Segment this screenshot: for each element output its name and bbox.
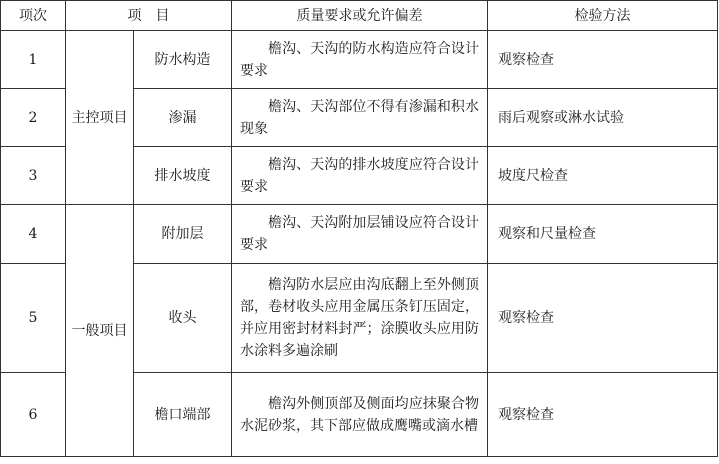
row-requirement-text: 檐沟、天沟部位不得有渗漏和积水现象: [240, 98, 479, 137]
row-method: 坡度尺检查: [488, 147, 718, 205]
row-requirement: [232, 147, 488, 205]
row-requirement: [232, 89, 488, 147]
row-method: 观察检查: [488, 31, 718, 89]
row-number: 2: [1, 89, 66, 147]
row-method: 雨后观察或淋水试验: [488, 89, 718, 147]
row-number: 5: [1, 264, 66, 373]
header-item-label: 项 目: [127, 7, 170, 24]
header-requirement: 质量要求或允许偏差: [232, 1, 488, 31]
row-requirement-text: 檐沟、天沟的排水坡度应符合设计要求: [240, 156, 479, 195]
row-requirement-text: 檐沟防水层应由沟底翻上至外侧顶部，卷材收头应用金属压条钉压固定，并应用密封材料封严；涂膜收头应用防水涂料多遍涂刷: [240, 277, 479, 359]
group-main-control: 主控项目: [66, 31, 134, 205]
row-requirement: [232, 31, 488, 89]
row-requirement: [232, 205, 488, 264]
row-requirement-text: 檐沟、天沟附加层铺设应符合设计要求: [240, 215, 479, 253]
row-item: 檐口端部: [134, 373, 232, 457]
row-item: 防水构造: [134, 31, 232, 89]
row-requirement-text: 檐沟外侧顶部及侧面均应抹聚合物水泥砂浆，其下部应做成鹰嘴或滴水槽: [240, 395, 479, 434]
row-method: 观察和尺量检查: [488, 205, 718, 264]
row-requirement: [232, 373, 488, 457]
row-number: 3: [1, 147, 66, 205]
row-number: 1: [1, 31, 66, 89]
row-item: 渗漏: [134, 89, 232, 147]
row-number: 6: [1, 373, 66, 457]
table-row: [1, 31, 718, 89]
table-header-row: [1, 1, 718, 31]
row-item: 收头: [134, 264, 232, 373]
group-general: 一般项目: [66, 205, 134, 457]
row-item: 附加层: [134, 205, 232, 264]
header-item-number: 项次: [1, 1, 66, 31]
row-requirement-text: 檐沟、天沟的防水构造应符合设计要求: [240, 40, 479, 79]
row-method: 观察检查: [488, 373, 718, 457]
row-number: 4: [1, 205, 66, 264]
row-requirement: [232, 264, 488, 373]
table-row: [1, 205, 718, 264]
row-item: 排水坡度: [134, 147, 232, 205]
row-method: 观察检查: [488, 264, 718, 373]
header-item: [66, 1, 232, 31]
header-method: 检验方法: [488, 1, 718, 31]
